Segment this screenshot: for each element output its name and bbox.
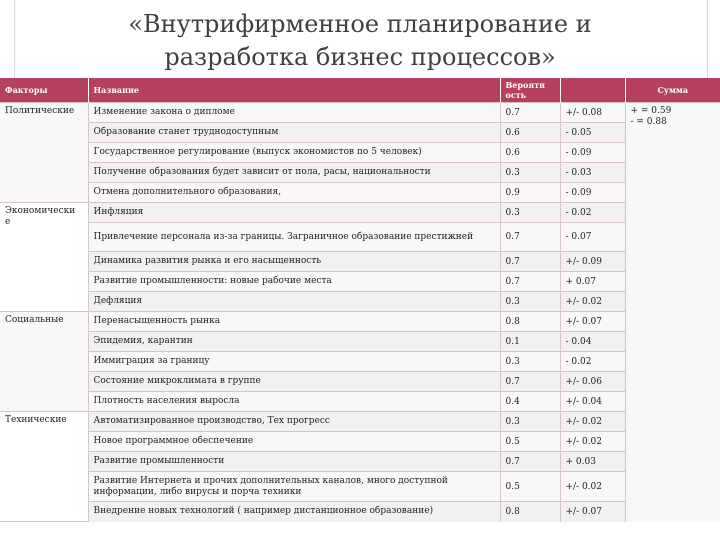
name-cell: Перенасыщенность рынка bbox=[88, 312, 500, 332]
name-cell: Дефляция bbox=[88, 292, 500, 312]
change-cell: - 0.05 bbox=[560, 123, 625, 143]
name-cell: Динамика развития рынка и его насыщенность bbox=[88, 252, 500, 272]
change-cell: - 0.02 bbox=[560, 352, 625, 372]
probability-cell: 0.3 bbox=[500, 352, 560, 372]
name-cell: Получение образования будет зависит от пола, расы, национальности bbox=[88, 163, 500, 183]
probability-cell: 0.7 bbox=[500, 252, 560, 272]
probability-cell: 0.3 bbox=[500, 203, 560, 223]
probability-cell: 0.7 bbox=[500, 272, 560, 292]
name-cell: Плотность населения выросла bbox=[88, 392, 500, 412]
factor-cell: Экономически е bbox=[0, 203, 88, 312]
probability-cell: 0.1 bbox=[500, 332, 560, 352]
change-cell: +/- 0.04 bbox=[560, 392, 625, 412]
change-cell: - 0.07 bbox=[560, 223, 625, 252]
probability-cell: 0.7 bbox=[500, 372, 560, 392]
name-cell: Привлечение персонала из-за границы. Заграничное образование престижней bbox=[88, 223, 500, 252]
change-cell: - 0.09 bbox=[560, 183, 625, 203]
table-row bbox=[0, 292, 720, 312]
name-cell: Инфляция bbox=[88, 203, 500, 223]
table-row bbox=[0, 123, 720, 143]
change-cell: - 0.03 bbox=[560, 163, 625, 183]
probability-cell: 0.6 bbox=[500, 123, 560, 143]
factor-cell: Технические bbox=[0, 412, 88, 522]
name-cell: Образование станет труднодоступным bbox=[88, 123, 500, 143]
table-row bbox=[0, 312, 720, 332]
probability-cell: 0.4 bbox=[500, 392, 560, 412]
name-cell: Государственное регулирование (выпуск экономистов по 5 человек) bbox=[88, 143, 500, 163]
header-change bbox=[560, 78, 625, 103]
name-cell: Автоматизированное производство, Тех прогресс bbox=[88, 412, 500, 432]
change-cell: +/- 0.07 bbox=[560, 502, 625, 522]
table-row bbox=[0, 432, 720, 452]
table-row bbox=[0, 252, 720, 272]
name-cell: Развитие Интернета и прочих дополнительных каналов, много доступной информации, либо вирусы и порча техники bbox=[88, 472, 500, 502]
name-cell: Состояние микроклимата в группе bbox=[88, 372, 500, 392]
header-sum: Сумма bbox=[625, 78, 720, 103]
name-cell: Изменение закона о дипломе bbox=[88, 103, 500, 123]
change-cell: +/- 0.07 bbox=[560, 312, 625, 332]
header-factors: Факторы bbox=[0, 78, 88, 103]
name-cell: Развитие промышленности: новые рабочие места bbox=[88, 272, 500, 292]
table-row bbox=[0, 223, 720, 252]
probability-cell: 0.7 bbox=[500, 103, 560, 123]
table-row bbox=[0, 502, 720, 522]
probability-cell: 0.3 bbox=[500, 292, 560, 312]
factors-table bbox=[0, 78, 720, 522]
table-row bbox=[0, 272, 720, 292]
probability-cell: 0.9 bbox=[500, 183, 560, 203]
name-cell: Отмена дополнительного образования, bbox=[88, 183, 500, 203]
table-row bbox=[0, 372, 720, 392]
table-row bbox=[0, 472, 720, 502]
table-row bbox=[0, 332, 720, 352]
change-cell: +/- 0.02 bbox=[560, 412, 625, 432]
change-cell: + 0.07 bbox=[560, 272, 625, 292]
table-row bbox=[0, 103, 720, 123]
name-cell: Внедрение новых технологий ( например дистанционное образование) bbox=[88, 502, 500, 522]
page-title: «Внутрифирменное планирование и разработка бизнес процессов» bbox=[128, 10, 592, 71]
probability-cell: 0.5 bbox=[500, 432, 560, 452]
name-cell: Развитие промышленности bbox=[88, 452, 500, 472]
table-body bbox=[0, 103, 720, 522]
probability-cell: 0.6 bbox=[500, 143, 560, 163]
table-row bbox=[0, 163, 720, 183]
table-row bbox=[0, 143, 720, 163]
change-cell: - 0.09 bbox=[560, 143, 625, 163]
name-cell: Новое программное обеспечение bbox=[88, 432, 500, 452]
change-cell: +/- 0.02 bbox=[560, 292, 625, 312]
table-row bbox=[0, 392, 720, 412]
sum-cell: + = 0.59 - = 0.88 bbox=[625, 103, 720, 522]
table-row bbox=[0, 352, 720, 372]
change-cell: +/- 0.08 bbox=[560, 103, 625, 123]
name-cell: Эпидемия, карантин bbox=[88, 332, 500, 352]
table-row bbox=[0, 183, 720, 203]
name-cell: Иммиграция за границу bbox=[88, 352, 500, 372]
change-cell: +/- 0.02 bbox=[560, 432, 625, 452]
probability-cell: 0.3 bbox=[500, 163, 560, 183]
change-cell: + 0.03 bbox=[560, 452, 625, 472]
probability-cell: 0.8 bbox=[500, 502, 560, 522]
probability-cell: 0.5 bbox=[500, 472, 560, 502]
probability-cell: 0.7 bbox=[500, 452, 560, 472]
table-header-row bbox=[0, 78, 720, 103]
factor-cell: Социальные bbox=[0, 312, 88, 412]
change-cell: +/- 0.09 bbox=[560, 252, 625, 272]
change-cell: +/- 0.02 bbox=[560, 472, 625, 502]
header-probability: Вероятн ость bbox=[500, 78, 560, 103]
table-row bbox=[0, 412, 720, 432]
change-cell: +/- 0.06 bbox=[560, 372, 625, 392]
probability-cell: 0.7 bbox=[500, 223, 560, 252]
probability-cell: 0.8 bbox=[500, 312, 560, 332]
change-cell: - 0.04 bbox=[560, 332, 625, 352]
table-row bbox=[0, 203, 720, 223]
factor-cell: Политические bbox=[0, 103, 88, 203]
header-name: Название bbox=[88, 78, 500, 103]
probability-cell: 0.3 bbox=[500, 412, 560, 432]
table-row bbox=[0, 452, 720, 472]
change-cell: - 0.02 bbox=[560, 203, 625, 223]
